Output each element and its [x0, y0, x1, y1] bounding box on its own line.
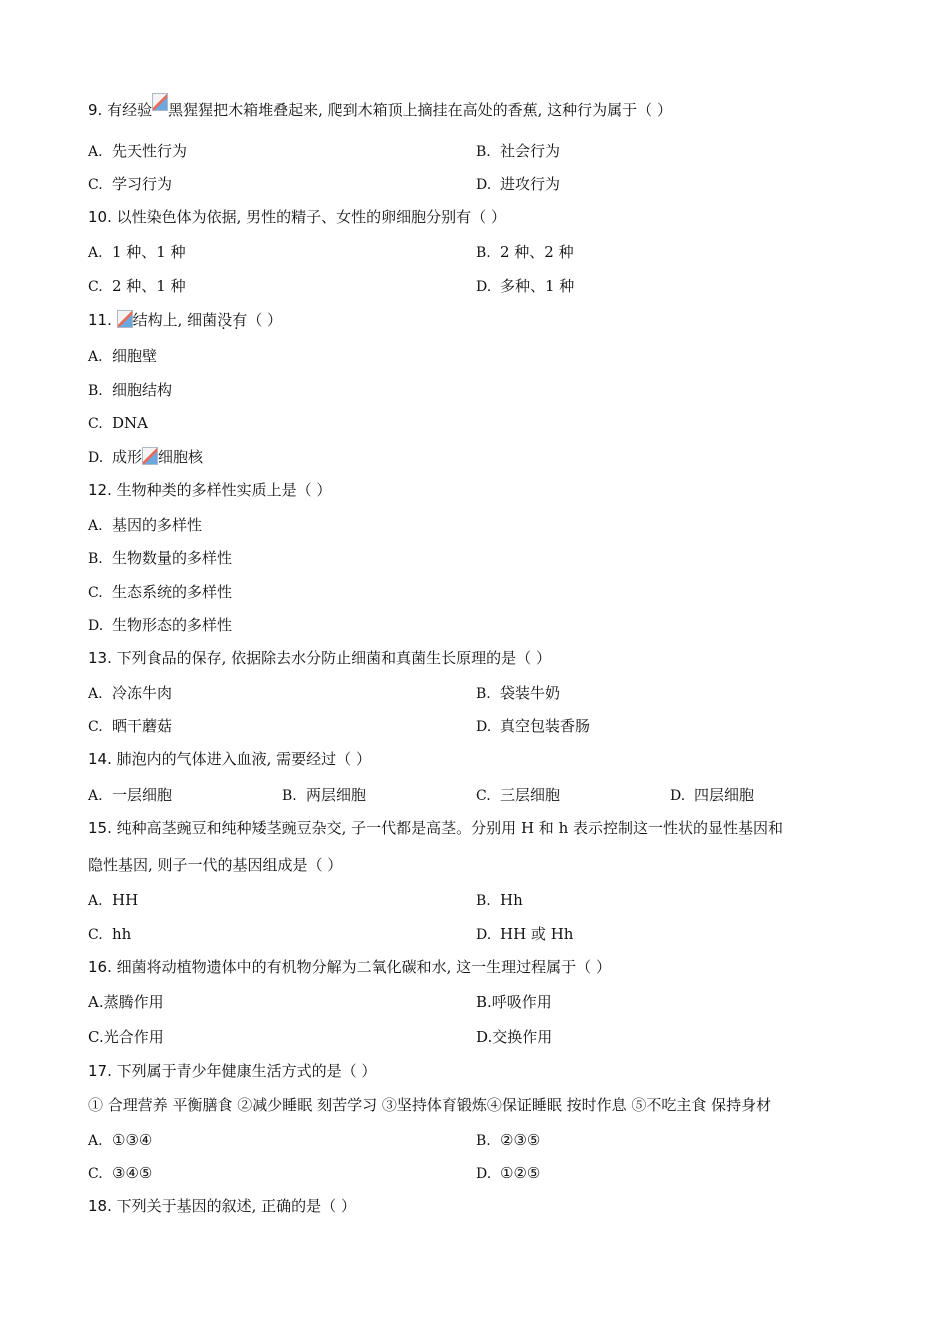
option-c[interactable]	[88, 582, 232, 603]
option-text: ②③⑤	[500, 1131, 541, 1149]
option-b[interactable]	[476, 683, 560, 704]
question-number: 18.	[88, 1197, 112, 1215]
option-b[interactable]	[476, 890, 523, 911]
option-letter: A.	[88, 349, 103, 365]
option-letter: A.	[88, 686, 103, 702]
option-c[interactable]	[476, 785, 560, 806]
option-b[interactable]	[476, 1130, 540, 1151]
option-letter: D.	[476, 719, 492, 735]
question-stem: 结构上, 细菌	[132, 311, 218, 329]
question-number: 15.	[88, 819, 112, 837]
option-text: 细胞结构	[112, 381, 173, 399]
option-text: hh	[112, 925, 132, 943]
broken-image-icon	[152, 93, 168, 111]
option-text: 呼吸作用	[491, 993, 552, 1011]
question-stem-cont: 黑猩猩把木箱堆叠起来, 爬到木箱顶上摘挂在高处的香蕉, 这种行为属于（ ）	[168, 101, 672, 119]
option-a[interactable]	[88, 992, 164, 1012]
option-text: ③④⑤	[112, 1164, 153, 1182]
option-d[interactable]	[476, 924, 573, 945]
option-letter: B.	[282, 788, 297, 804]
option-text: 四层细胞	[694, 786, 755, 804]
question-10	[88, 207, 506, 227]
option-text: 先天性行为	[112, 142, 188, 160]
option-letter: A.	[88, 993, 104, 1011]
option-text: 成形	[112, 448, 143, 466]
question-17	[88, 1061, 376, 1081]
question-number: 14.	[88, 750, 112, 768]
broken-image-icon	[117, 310, 133, 328]
option-letter: D.	[476, 279, 492, 295]
broken-image-icon	[142, 447, 158, 465]
option-a[interactable]	[88, 785, 172, 806]
option-c[interactable]	[88, 174, 172, 195]
question-9	[88, 93, 672, 120]
option-b[interactable]	[88, 548, 232, 569]
option-letter: C.	[88, 927, 103, 943]
option-text: 交换作用	[492, 1028, 553, 1046]
option-text: 生物数量的多样性	[112, 549, 233, 567]
question-18	[88, 1196, 356, 1216]
question-statements: ① 合理营养 平衡膳食 ②减少睡眠 刻苦学习 ③坚持体育锻炼④保证睡眠 按时作息 ⑤不吃主食 保持身材	[88, 1096, 772, 1114]
option-text: 细胞壁	[112, 347, 158, 365]
option-letter: B.	[476, 686, 491, 702]
option-text: 学习行为	[112, 175, 173, 193]
option-text: 1 种、1 种	[112, 243, 186, 261]
question-number: 17.	[88, 1062, 112, 1080]
option-letter: B.	[476, 993, 492, 1011]
option-text: 光合作用	[103, 1028, 164, 1046]
question-number: 16.	[88, 958, 112, 976]
option-letter: B.	[476, 144, 491, 160]
option-text: 一层细胞	[112, 786, 173, 804]
option-text: 基因的多样性	[112, 516, 203, 534]
option-c[interactable]	[88, 1027, 164, 1047]
option-letter: C.	[88, 177, 103, 193]
option-letter: B.	[88, 383, 103, 399]
option-text: 进攻行为	[500, 175, 561, 193]
option-text: HH 或 Hh	[500, 925, 574, 943]
question-stem: 细菌将动植物遗体中的有机物分解为二氧化碳和水, 这一生理过程属于（ ）	[116, 958, 611, 976]
option-text: DNA	[112, 414, 148, 432]
option-text: 晒干蘑菇	[112, 717, 173, 735]
option-c[interactable]	[88, 276, 186, 297]
question-stem: 下列食品的保存, 依据除去水分防止细菌和真菌生长原理的是（ ）	[116, 649, 551, 667]
question-number: 9.	[88, 101, 103, 119]
option-text: 真空包装香肠	[500, 717, 591, 735]
option-letter: A.	[88, 144, 103, 160]
option-text: 2 种、2 种	[500, 243, 574, 261]
option-c[interactable]	[88, 413, 148, 434]
option-d[interactable]	[670, 785, 754, 806]
option-d[interactable]	[88, 447, 203, 468]
option-letter: D.	[476, 177, 492, 193]
question-15-line2	[88, 855, 342, 875]
option-letter: A.	[88, 788, 103, 804]
question-number: 12.	[88, 481, 112, 499]
option-letter: B.	[476, 1133, 491, 1149]
question-stem: 纯种高茎豌豆和纯种矮茎豌豆杂交, 子一代都是高茎。分别用 H 和 h 表示控制这一性状的显性基因和	[116, 819, 783, 837]
option-text: 蒸腾作用	[103, 993, 164, 1011]
option-b[interactable]	[88, 380, 172, 401]
question-13	[88, 648, 551, 668]
option-letter: D.	[476, 1028, 493, 1046]
option-c[interactable]	[88, 924, 131, 945]
option-b[interactable]	[476, 992, 552, 1012]
option-d[interactable]	[476, 174, 560, 195]
question-stem: 有经验	[107, 101, 153, 119]
option-d[interactable]	[476, 1163, 540, 1184]
option-letter: C.	[88, 279, 103, 295]
option-a[interactable]	[88, 683, 172, 704]
option-text: 社会行为	[500, 142, 561, 160]
option-text: ①②⑤	[500, 1164, 541, 1182]
option-letter: A.	[88, 518, 103, 534]
option-text: 三层细胞	[500, 786, 561, 804]
option-letter: C.	[88, 1028, 104, 1046]
option-letter: A.	[88, 1133, 103, 1149]
option-d[interactable]	[476, 716, 590, 737]
option-letter: B.	[88, 551, 103, 567]
option-letter: A.	[88, 893, 103, 909]
option-text: Hh	[500, 891, 523, 909]
question-12	[88, 480, 331, 500]
question-number: 11.	[88, 311, 112, 329]
option-letter: B.	[476, 893, 491, 909]
option-text: HH	[112, 891, 139, 909]
question-number: 10.	[88, 208, 112, 226]
option-letter: C.	[88, 719, 103, 735]
option-text: 多种、1 种	[500, 277, 575, 295]
question-15	[88, 818, 783, 838]
option-text-cont: 细胞核	[158, 448, 204, 466]
question-stem: 以性染色体为依据, 男性的精子、女性的卵细胞分别有（ ）	[116, 208, 506, 226]
option-a[interactable]	[88, 1130, 152, 1151]
option-letter: C.	[88, 585, 103, 601]
option-d[interactable]	[88, 615, 232, 636]
option-letter: B.	[476, 245, 491, 261]
option-c[interactable]	[88, 716, 172, 737]
option-text: ①③④	[112, 1131, 153, 1149]
question-stem-cont: （ ）	[247, 311, 282, 329]
option-a[interactable]	[88, 515, 202, 536]
option-d[interactable]	[476, 276, 574, 297]
option-text: 袋装牛奶	[500, 684, 561, 702]
option-a[interactable]	[88, 242, 186, 263]
option-b[interactable]	[476, 141, 560, 162]
question-number: 13.	[88, 649, 112, 667]
option-letter: C.	[88, 1166, 103, 1182]
option-letter: D.	[476, 1166, 492, 1182]
option-text: 两层细胞	[306, 786, 367, 804]
option-letter: C.	[88, 416, 103, 432]
question-stem: 肺泡内的气体进入血液, 需要经过（ ）	[116, 750, 371, 768]
option-text: 生态系统的多样性	[112, 583, 233, 601]
question-stem-cont: 隐性基因, 则子一代的基因组成是（ ）	[88, 856, 343, 874]
option-text: 冷冻牛肉	[112, 684, 173, 702]
option-text: 2 种、1 种	[112, 277, 186, 295]
option-a[interactable]	[88, 346, 157, 367]
question-11	[88, 310, 282, 330]
option-letter: D.	[476, 927, 492, 943]
option-letter: D.	[670, 788, 686, 804]
question-14	[88, 749, 371, 769]
question-stem: 下列属于青少年健康生活方式的是（ ）	[116, 1062, 377, 1080]
emphasized-text: 没有 · ·	[217, 311, 247, 329]
option-c[interactable]	[88, 1163, 152, 1184]
option-letter: D.	[88, 618, 104, 634]
option-b[interactable]	[476, 242, 574, 263]
option-letter: C.	[476, 788, 491, 804]
option-b[interactable]	[282, 785, 366, 806]
question-stem: 生物种类的多样性实质上是（ ）	[116, 481, 332, 499]
question-16	[88, 957, 611, 977]
option-a[interactable]	[88, 141, 187, 162]
option-text: 生物形态的多样性	[112, 616, 233, 634]
option-letter: A.	[88, 245, 103, 261]
question-stem: 下列关于基因的叙述, 正确的是（ ）	[116, 1197, 356, 1215]
question-17-statements	[88, 1095, 771, 1115]
option-letter: D.	[88, 450, 104, 466]
option-d[interactable]	[476, 1027, 552, 1047]
option-a[interactable]	[88, 890, 138, 911]
